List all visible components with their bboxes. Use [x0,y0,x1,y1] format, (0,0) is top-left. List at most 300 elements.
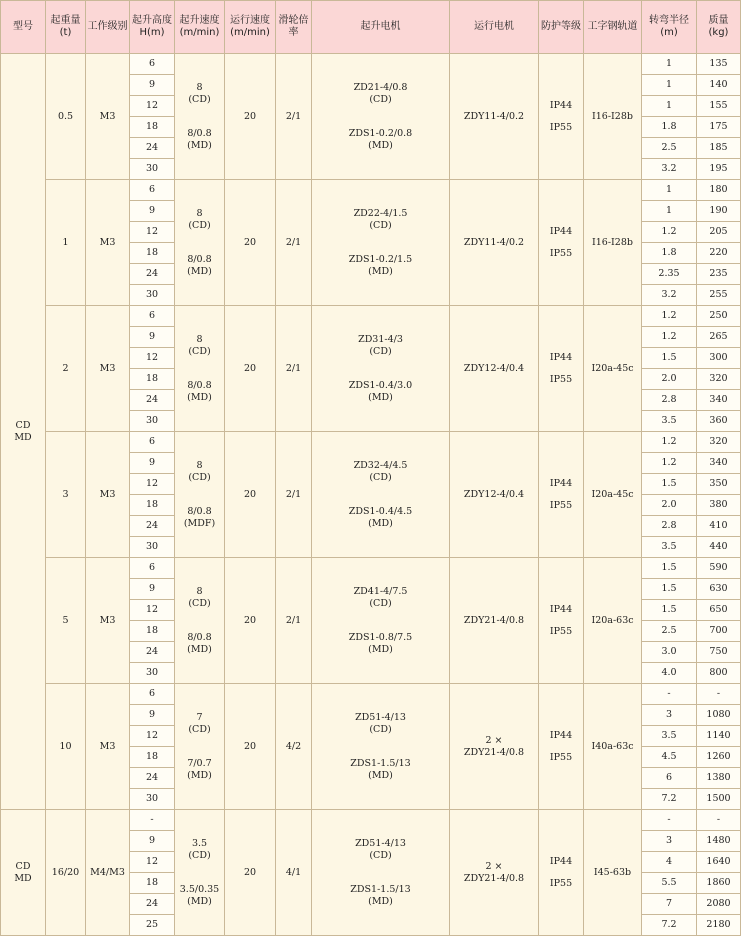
travel-motor-line: ZDY21-4/0.8 [463,746,525,758]
turn-radius-cell: 2.5 [642,138,697,159]
travel-speed-cell: 20 [225,54,276,180]
mass-cell: 195 [697,159,741,180]
protection-cell [539,432,584,558]
lift-speed-cell [175,54,225,180]
lift-motor-cell [312,684,450,810]
turn-radius-cell: 2.5 [642,621,697,642]
grade-cell: M3 [86,180,130,306]
travel-speed-cell: 20 [225,558,276,684]
lift-motor-note-end: ) [389,391,393,403]
turn-radius-cell: 1 [642,180,697,201]
model-cell [1,810,46,936]
mass-cell: - [697,684,741,705]
mass-cell: 350 [697,474,741,495]
mass-cell: 2080 [697,894,741,915]
protection-line: IP55 [549,373,573,385]
lift-motor-note-end: ) [387,597,392,609]
protection-line: IP55 [549,121,573,133]
model-line: MD [14,872,32,884]
turn-radius-cell: 3.2 [642,285,697,306]
travel-motor-cell [450,306,539,432]
lift-speed-note: (MD [187,139,209,151]
lift-speed-note: (CD [188,723,207,735]
lift-height-cell: 9 [130,75,175,96]
lift-motor-model: ZD32-4/4.5 [353,459,408,471]
lift-motor-model: ZDS1-0.2/1.5 [348,253,413,265]
lift-height-cell: 24 [130,894,175,915]
lift-speed-value: 8/0.8 [187,127,212,139]
lift-height-cell: 24 [130,768,175,789]
header-model: 型号 [1,1,46,54]
mass-cell: 180 [697,180,741,201]
lift-height-cell: 12 [130,222,175,243]
lift-speed-value: 8/0.8 [187,253,212,265]
lift-motor-model: ZD41-4/7.5 [353,585,408,597]
lift-speed-note: (CD [188,597,207,609]
table-row [1,810,741,831]
lift-motor-cell [312,432,450,558]
mass-cell: 1140 [697,726,741,747]
travel-speed-cell: 20 [225,810,276,936]
mass-cell: 320 [697,432,741,453]
lift-speed-note: (CD [188,93,207,105]
mass-cell: 1640 [697,852,741,873]
lift-speed-note-end: ) [206,93,211,105]
lift-height-cell: 24 [130,138,175,159]
mass-cell: 1860 [697,873,741,894]
lift-motor-cell [312,54,450,180]
capacity-cell: 1 [46,180,86,306]
turn-radius-cell: 1.5 [642,558,697,579]
lift-speed-note-end: ) [211,517,216,529]
lift-height-cell: 24 [130,516,175,537]
track-cell: I20a-45c [584,306,642,432]
turn-radius-cell: 1.5 [642,348,697,369]
lift-height-cell: 30 [130,789,175,810]
lift-height-cell: 24 [130,642,175,663]
mass-cell: 380 [697,495,741,516]
protection-cell [539,180,584,306]
mass-cell: 140 [697,75,741,96]
lift-motor-model: ZDS1-0.2/0.8 [348,127,413,139]
track-cell: I16-I28b [584,180,642,306]
lift-speed-note: (MD [187,391,209,403]
lift-motor-note: (MD [368,895,390,907]
turn-radius-cell: 6 [642,768,697,789]
grade-cell: M3 [86,54,130,180]
turn-radius-cell: 2.0 [642,369,697,390]
travel-motor-cell [450,810,539,936]
lift-motor-model: ZDS1-0.4/4.5 [348,505,413,517]
grade-cell: M3 [86,684,130,810]
header-pulley-ratio: 滑轮倍率 [276,1,312,54]
lift-speed-note-end: ) [208,139,212,151]
turn-radius-cell: 3.5 [642,537,697,558]
track-cell: I20a-63c [584,558,642,684]
lift-height-cell: 6 [130,432,175,453]
lift-speed-note: (MD [187,895,209,907]
table-row [1,558,741,579]
header-travel-motor: 运行电机 [450,1,539,54]
mass-cell: 190 [697,201,741,222]
lift-height-cell: 24 [130,264,175,285]
travel-motor-cell [450,180,539,306]
model-line: CD [15,860,31,872]
travel-speed-cell: 20 [225,306,276,432]
lift-motor-cell [312,558,450,684]
turn-radius-cell: 1.5 [642,474,697,495]
lift-speed-cell [175,558,225,684]
travel-motor-cell [450,558,539,684]
turn-radius-cell: 2.35 [642,264,697,285]
pulley-ratio-cell: 4/2 [276,684,312,810]
capacity-cell: 10 [46,684,86,810]
mass-cell: 205 [697,222,741,243]
travel-speed-cell: 20 [225,432,276,558]
lift-speed-note: (CD [188,345,207,357]
mass-cell: 700 [697,621,741,642]
lift-speed-note: (MD [187,769,209,781]
lift-height-cell: 18 [130,117,175,138]
mass-cell: 750 [697,642,741,663]
travel-motor-line: ZDY21-4/0.8 [463,614,525,626]
travel-motor-cell [450,432,539,558]
turn-radius-cell: 2.8 [642,390,697,411]
header-capacity: 起重量 (t) [46,1,86,54]
lift-height-cell: 6 [130,558,175,579]
protection-cell [539,306,584,432]
turn-radius-cell: 3.5 [642,411,697,432]
mass-cell: 1480 [697,831,741,852]
lift-motor-note: (MD [368,265,390,277]
protection-line: IP44 [549,477,573,489]
lift-height-cell: 9 [130,327,175,348]
lift-motor-note-end: ) [389,139,393,151]
capacity-cell: 16/20 [46,810,86,936]
lift-height-cell: 9 [130,579,175,600]
lift-height-cell: 18 [130,747,175,768]
protection-line: IP44 [549,603,573,615]
lift-motor-note-end: ) [389,517,393,529]
pulley-ratio-cell: 4/1 [276,810,312,936]
pulley-ratio-cell: 2/1 [276,558,312,684]
mass-cell: 175 [697,117,741,138]
lift-speed-note: (CD [188,219,207,231]
mass-cell: 410 [697,516,741,537]
lift-height-cell: 30 [130,411,175,432]
lift-speed-cell [175,306,225,432]
capacity-cell: 0.5 [46,54,86,180]
lift-speed-note-end: ) [206,849,211,861]
grade-cell: M3 [86,432,130,558]
mass-cell: 320 [697,369,741,390]
lift-motor-note: (CD [369,723,388,735]
protection-line: IP55 [549,499,573,511]
lift-height-cell: 12 [130,600,175,621]
lift-motor-note-end: ) [387,93,392,105]
lift-motor-note-end: ) [389,895,393,907]
header-mass: 质量 (kg) [697,1,741,54]
lift-motor-note: (CD [369,93,388,105]
mass-cell: 255 [697,285,741,306]
lift-height-cell: 12 [130,474,175,495]
grade-cell: M3 [86,306,130,432]
turn-radius-cell: 1 [642,201,697,222]
travel-motor-line: ZDY12-4/0.4 [463,362,525,374]
header-lift-speed: 起升速度 (m/min) [175,1,225,54]
lift-height-cell: 9 [130,705,175,726]
travel-speed-cell: 20 [225,684,276,810]
capacity-cell: 3 [46,432,86,558]
lift-height-cell: 18 [130,621,175,642]
protection-line: IP55 [549,751,573,763]
lift-speed-note: (CD [188,849,207,861]
header-track: 工字钢轨道 [584,1,642,54]
travel-motor-line: ZDY21-4/0.8 [463,872,525,884]
mass-cell: 300 [697,348,741,369]
turn-radius-cell: 1.2 [642,327,697,348]
turn-radius-cell: 1.2 [642,222,697,243]
turn-radius-cell: 4.0 [642,663,697,684]
pulley-ratio-cell: 2/1 [276,432,312,558]
protection-line: IP55 [549,625,573,637]
lift-speed-value: 3.5/0.35 [179,883,220,895]
lift-motor-cell [312,180,450,306]
header-protection: 防护等级 [539,1,584,54]
lift-motor-model: ZDS1-1.5/13 [350,883,411,895]
turn-radius-cell: 2.8 [642,516,697,537]
lift-height-cell: 30 [130,159,175,180]
table-row [1,54,741,75]
lift-speed-note-end: ) [208,895,212,907]
lift-motor-model: ZD51-4/13 [355,837,406,849]
lift-speed-note-end: ) [208,643,212,655]
protection-cell [539,684,584,810]
travel-motor-line: 2 × [485,734,503,746]
lift-height-cell: 6 [130,180,175,201]
lift-height-cell: 9 [130,453,175,474]
turn-radius-cell: 3 [642,705,697,726]
travel-motor-cell [450,54,539,180]
protection-line: IP55 [549,877,573,889]
pulley-ratio-cell: 2/1 [276,306,312,432]
lift-motor-model: ZD31-4/3 [358,333,403,345]
lift-speed-value: 7/0.7 [187,757,212,769]
protection-cell [539,558,584,684]
mass-cell: 265 [697,327,741,348]
lift-speed-note-end: ) [206,345,211,357]
grade-cell: M4/M3 [86,810,130,936]
lift-motor-cell [312,810,450,936]
turn-radius-cell: 3.2 [642,159,697,180]
model-line: MD [14,431,32,443]
turn-radius-cell: 7 [642,894,697,915]
protection-line: IP44 [549,351,573,363]
track-cell: I16-I28b [584,54,642,180]
lift-height-cell: 18 [130,243,175,264]
mass-cell: 800 [697,663,741,684]
protection-line: IP44 [549,99,573,111]
turn-radius-cell: 1.8 [642,243,697,264]
mass-cell: 185 [697,138,741,159]
turn-radius-cell: 1 [642,96,697,117]
mass-cell: 135 [697,54,741,75]
pulley-ratio-cell: 2/1 [276,54,312,180]
travel-motor-line: 2 × [485,860,503,872]
lift-speed-note-end: ) [206,219,211,231]
lift-height-cell: 24 [130,390,175,411]
lift-speed-note: (MDF [183,517,212,529]
lift-speed-cell [175,432,225,558]
travel-motor-line: ZDY11-4/0.2 [463,236,525,248]
turn-radius-cell: 3.5 [642,726,697,747]
lift-height-cell: 6 [130,684,175,705]
mass-cell: 650 [697,600,741,621]
lift-motor-model: ZDS1-0.8/7.5 [348,631,413,643]
lift-height-cell: 12 [130,348,175,369]
lift-speed-note: (MD [187,265,209,277]
lift-motor-note-end: ) [387,723,392,735]
turn-radius-cell: 1 [642,75,697,96]
lift-motor-model: ZDS1-1.5/13 [350,757,411,769]
lift-height-cell: 30 [130,663,175,684]
lift-speed-value: 3.5 [191,837,208,849]
lift-speed-value: 8 [196,333,203,345]
lift-speed-note: (MD [187,643,209,655]
lift-speed-cell [175,810,225,936]
protection-line: IP44 [549,729,573,741]
lift-height-cell: 12 [130,852,175,873]
lift-motor-note-end: ) [387,219,392,231]
turn-radius-cell: 1.5 [642,600,697,621]
turn-radius-cell: 4.5 [642,747,697,768]
mass-cell: 235 [697,264,741,285]
turn-radius-cell: 3.0 [642,642,697,663]
lift-motor-note: (MD [368,643,390,655]
lift-speed-note-end: ) [208,391,212,403]
mass-cell: 340 [697,390,741,411]
travel-motor-cell [450,684,539,810]
travel-motor-line: ZDY12-4/0.4 [463,488,525,500]
turn-radius-cell: 1.2 [642,453,697,474]
pulley-ratio-cell: 2/1 [276,180,312,306]
lift-speed-cell [175,180,225,306]
lift-height-cell: 9 [130,201,175,222]
lift-motor-model: ZDS1-0.4/3.0 [348,379,413,391]
mass-cell: - [697,810,741,831]
turn-radius-cell: 4 [642,852,697,873]
model-line: CD [15,419,31,431]
mass-cell: 340 [697,453,741,474]
turn-radius-cell: 1.2 [642,306,697,327]
protection-line: IP55 [549,247,573,259]
turn-radius-cell: - [642,684,697,705]
header-lift-height: 起升高度 H(m) [130,1,175,54]
lift-motor-model: ZD21-4/0.8 [353,81,408,93]
lift-height-cell: 12 [130,96,175,117]
lift-speed-value: 8/0.8 [187,379,212,391]
lift-speed-note-end: ) [206,723,211,735]
lift-speed-value: 7 [196,711,203,723]
lift-height-cell: 6 [130,306,175,327]
turn-radius-cell: 7.2 [642,915,697,936]
lift-motor-note-end: ) [387,471,392,483]
mass-cell: 1260 [697,747,741,768]
protection-line: IP44 [549,855,573,867]
lift-speed-value: 8/0.8 [187,631,212,643]
turn-radius-cell: 1 [642,54,697,75]
grade-cell: M3 [86,558,130,684]
lift-motor-note: (CD [369,345,388,357]
lift-height-cell: 6 [130,54,175,75]
turn-radius-cell: 1.8 [642,117,697,138]
mass-cell: 1080 [697,705,741,726]
lift-height-cell: 30 [130,285,175,306]
lift-motor-cell [312,306,450,432]
lift-speed-note-end: ) [208,769,212,781]
mass-cell: 630 [697,579,741,600]
mass-cell: 590 [697,558,741,579]
mass-cell: 220 [697,243,741,264]
capacity-cell: 2 [46,306,86,432]
lift-height-cell: 18 [130,369,175,390]
lift-speed-value: 8 [196,459,203,471]
turn-radius-cell: 5.5 [642,873,697,894]
mass-cell: 1380 [697,768,741,789]
header-travel-speed: 运行速度 (m/min) [225,1,276,54]
mass-cell: 1500 [697,789,741,810]
lift-height-cell: 12 [130,726,175,747]
capacity-cell: 5 [46,558,86,684]
lift-motor-note-end: ) [387,345,392,357]
turn-radius-cell: 1.5 [642,579,697,600]
table-row [1,684,741,705]
header-turn-radius: 转弯半径 (m) [642,1,697,54]
model-cell [1,54,46,810]
lift-motor-note: (CD [369,597,388,609]
lift-motor-note: (MD [368,769,390,781]
turn-radius-cell: 7.2 [642,789,697,810]
protection-line: IP44 [549,225,573,237]
track-cell: I20a-45c [584,432,642,558]
track-cell: I45-63b [584,810,642,936]
turn-radius-cell: - [642,810,697,831]
mass-cell: 250 [697,306,741,327]
lift-motor-note-end: ) [389,643,393,655]
lift-speed-value: 8 [196,207,203,219]
protection-cell [539,810,584,936]
travel-motor-line: ZDY11-4/0.2 [463,110,525,122]
lift-speed-value: 8 [196,81,203,93]
lift-speed-note: (CD [188,471,207,483]
lift-speed-note-end: ) [208,265,212,277]
lift-motor-note: (CD [369,849,388,861]
lift-height-cell: 18 [130,873,175,894]
lift-motor-model: ZD51-4/13 [355,711,406,723]
lift-motor-model: ZD22-4/1.5 [353,207,408,219]
lift-speed-cell [175,684,225,810]
header-grade: 工作级别 [86,1,130,54]
lift-speed-value: 8 [196,585,203,597]
travel-speed-cell: 20 [225,180,276,306]
lift-speed-note-end: ) [206,597,211,609]
turn-radius-cell: 3 [642,831,697,852]
lift-motor-note: (CD [369,219,388,231]
lift-motor-note-end: ) [389,265,393,277]
lift-motor-note-end: ) [389,769,393,781]
lift-height-cell: 9 [130,831,175,852]
lift-height-cell: 18 [130,495,175,516]
